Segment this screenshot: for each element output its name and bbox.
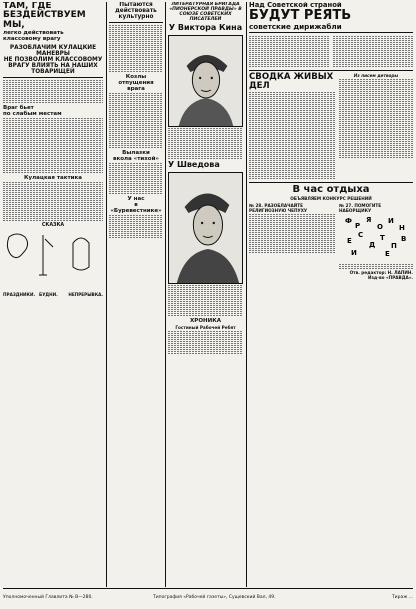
cartoon-caption-1: ПРАЗДНИКИ.: [3, 292, 36, 298]
puzzle-letter: Р: [355, 221, 361, 230]
summary-title: СВОДКА ЖИВЫХ ДЕЛ: [249, 72, 334, 92]
publisher-line: Изд-во «ПРАВДА».: [367, 274, 413, 280]
cartoon-caption-3: НЕПРЕРЫВКА.: [68, 292, 103, 298]
top-line-3: советские дирижабли: [249, 21, 342, 31]
column-1: [3, 2, 103, 587]
puzzle-letter: Е: [347, 236, 352, 245]
cartoon-figures: [3, 229, 103, 281]
top-line-1: Над Советской страной: [249, 2, 342, 9]
cartoon-caption-2: БУДНИ.: [39, 292, 58, 298]
figure-caption: СКАЗКА: [41, 223, 65, 229]
col3-subhead-2: Гостиный Рабочей Ребят: [175, 324, 236, 330]
column-4: [249, 2, 413, 587]
portrait-kin: [168, 35, 243, 127]
puzzle-letter: Я: [366, 215, 372, 224]
puzzle-letter: Е: [385, 249, 390, 258]
kicker: ЛИТЕРАТУРНАЯ БРИГАДА «ПИОНЕРСКОЙ ПРАВДЫ» В СОЮЗЕ СОВЕТСКИХ ПИСАТЕЛЕЙ: [169, 2, 242, 22]
subhead-2: по слабым местам: [3, 111, 62, 118]
puzzle-letter: С: [358, 230, 364, 239]
portrait-shvedov: [168, 172, 243, 284]
col2-subhead-4: вкола «тихой»: [113, 156, 159, 163]
puzzle-28-title: № 28. РАЗОБЛАЧАЙТЕ РЕЛИГИОЗНУЮ ЧЕПУХУ: [249, 202, 308, 213]
col2-subhead-1: Козлы: [125, 74, 147, 81]
col2-subhead-3: Вылазки: [122, 150, 150, 157]
column-2: [109, 2, 163, 587]
page-footer: [3, 588, 413, 607]
subhead-3: Кулацкая тактика: [24, 175, 82, 182]
col2-title-3: культурно: [118, 14, 154, 21]
puzzle-letter: В: [401, 234, 407, 243]
leisure-title: В час отдыха: [292, 184, 370, 196]
footer-right: Тираж ...: [391, 595, 413, 600]
puzzle-letter: И: [351, 248, 357, 257]
puzzle-letter: О: [377, 222, 383, 231]
top-line-2: БУДУТ РЕЯТЬ: [249, 8, 352, 24]
headline-main: ТАМ, ГДЕ БЕЗДЕЙСТВУЕМ МЫ,: [3, 2, 86, 30]
heading-shvedov: У Шведова: [168, 160, 220, 170]
deck-1: РАЗОБЛАЧИМ КУЛАЦКИЕ МАНЕВРЫ: [9, 45, 97, 58]
col2-title-1: Пытаются: [119, 2, 153, 8]
editor-line: Отв. редактор: Н. ЛАПИН.: [349, 269, 413, 275]
puzzle-27-title: № 27. ПОМОГИТЕ НАБОРЩИКУ: [339, 202, 382, 213]
col3-subhead: ХРОНИКА: [190, 317, 221, 324]
puzzle-letter: Т: [380, 233, 385, 242]
col2-subhead-5: У нас: [127, 196, 145, 203]
col2-title-2: действовать: [115, 8, 157, 15]
puzzle-letter: П: [391, 241, 397, 250]
column-3: [168, 2, 243, 587]
puzzle-letter: Н: [399, 223, 405, 232]
summary-side-title: Из писем детворы: [353, 73, 399, 79]
subhead-1: Враг бьет: [3, 105, 34, 112]
footer-left: Уполномоченный Главлита № В—280.: [3, 595, 93, 600]
headline-sub: легко действовать классовому врагу: [3, 30, 64, 43]
col2-subhead-2: отпущения врага: [118, 80, 154, 93]
leisure-subtitle: ОБЪЯВЛЯЕМ КОНКУРС РЕШЕНИЙ: [290, 195, 372, 201]
heading-kin: У Виктора Кина: [168, 23, 243, 32]
puzzle-letter: Д: [369, 240, 376, 249]
puzzle-letter: Ф: [345, 216, 352, 225]
footer-middle: Типография «Рабочей газеты», Сущевский Вал, 49.: [153, 595, 276, 600]
puzzle-letters: [339, 213, 413, 259]
col2-subhead-6: в «Буревестнике»: [110, 202, 162, 215]
puzzle-letter: И: [388, 216, 394, 225]
deck-2: НЕ ПОЗВОЛИМ КЛАССОВОМУ ВРАГУ ВЛИЯТЬ НА НАШИХ ТОВАРИЩЕЙ: [3, 57, 103, 76]
